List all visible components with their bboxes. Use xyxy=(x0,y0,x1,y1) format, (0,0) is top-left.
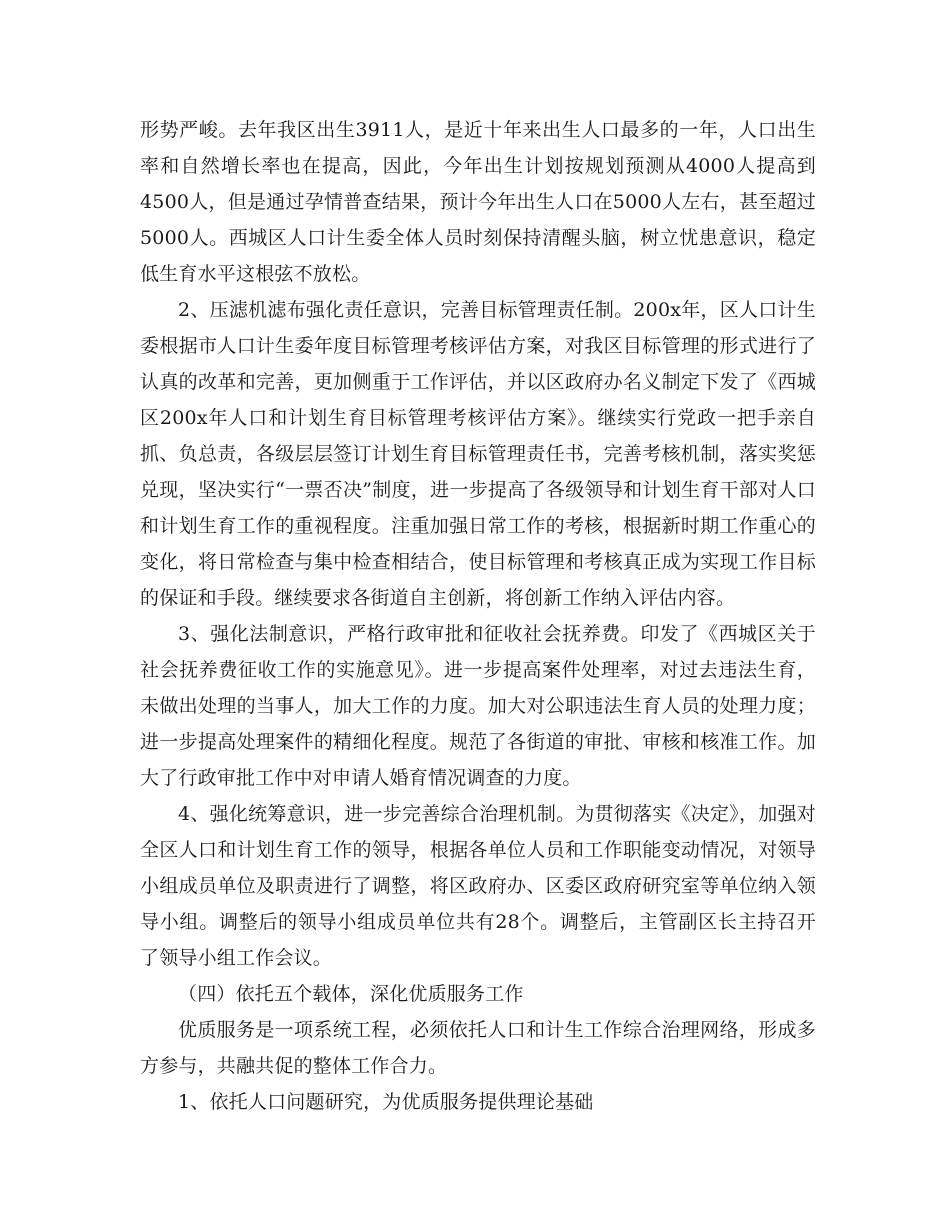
subheading-1: 1、依托人口问题研究，为优质服务提供理论基础 xyxy=(178,1091,594,1113)
paragraph-2: 2、压滤机滤布强化责任意识，完善目标管理责任制。200x年，区人口计生委根据市人口计生委年度目标管理考核评估方案，对我区目标管理的形式进行了认真的改革和完善，更加侧重于工作评估，并以区政府办名义制定下发了《西城区200x年人口和计划生育目标管理考核评估方案》。继续实行党政一把手亲自抓、负总责，各级层层签订计划生育目标管理责任书，完善考核机制，落实奖惩兑现，坚决实行“一票否决”制度，进一步提高了各级领导和计划生育干部对人口和计划生育工作的重视程度。注重加强日常工作的考核，根据新时期工作重心的变化，将日常检查与集中检查相结合，使目标管理和考核真正成为实现工作目标的保证和手段。继续要求各街道自主创新，将创新工作纳入评估内容。 xyxy=(140,299,816,609)
section-heading: （四）依托五个载体，深化优质服务工作 xyxy=(178,983,524,1005)
paragraph-5: 优质服务是一项系统工程，必须依托人口和计生工作综合治理网络，形成多方参与，共融共促的整体工作合力。 xyxy=(140,1019,816,1077)
document-body xyxy=(140,112,816,1120)
paragraph-1: 形势严峻。去年我区出生3911人，是近十年来出生人口最多的一年，人口出生率和自然增长率也在提高，因此，今年出生计划按规划预测从4000人提高到4500人，但是通过孕情普查结果，预计今年出生人口在5000人左右，甚至超过5000人。西城区人口计生委全体人员时刻保持清醒头脑，树立忧患意识，稳定低生育水平这根弦不放松。 xyxy=(140,119,816,285)
paragraph-3: 3、强化法制意识，严格行政审批和征收社会抚养费。印发了《西城区关于社会抚养费征收工作的实施意见》。进一步提高案件处理率，对过去违法生育，未做出处理的当事人，加大工作的力度。加大对公职违法生育人员的处理力度；进一步提高处理案件的精细化程度。规范了各街道的审批、审核和核准工作。加大了行政审批工作中对申请人婚育情况调查的力度。 xyxy=(140,623,816,789)
paragraph-4: 4、强化统筹意识，进一步完善综合治理机制。为贯彻落实《决定》，加强对全区人口和计划生育工作的领导，根据各单位人员和工作职能变动情况，对领导小组成员单位及职责进行了调整，将区政府办、区委区政府研究室等单位纳入领导小组。调整后的领导小组成员单位共有28个。调整后，主管副区长主持召开了领导小组工作会议。 xyxy=(140,803,816,969)
